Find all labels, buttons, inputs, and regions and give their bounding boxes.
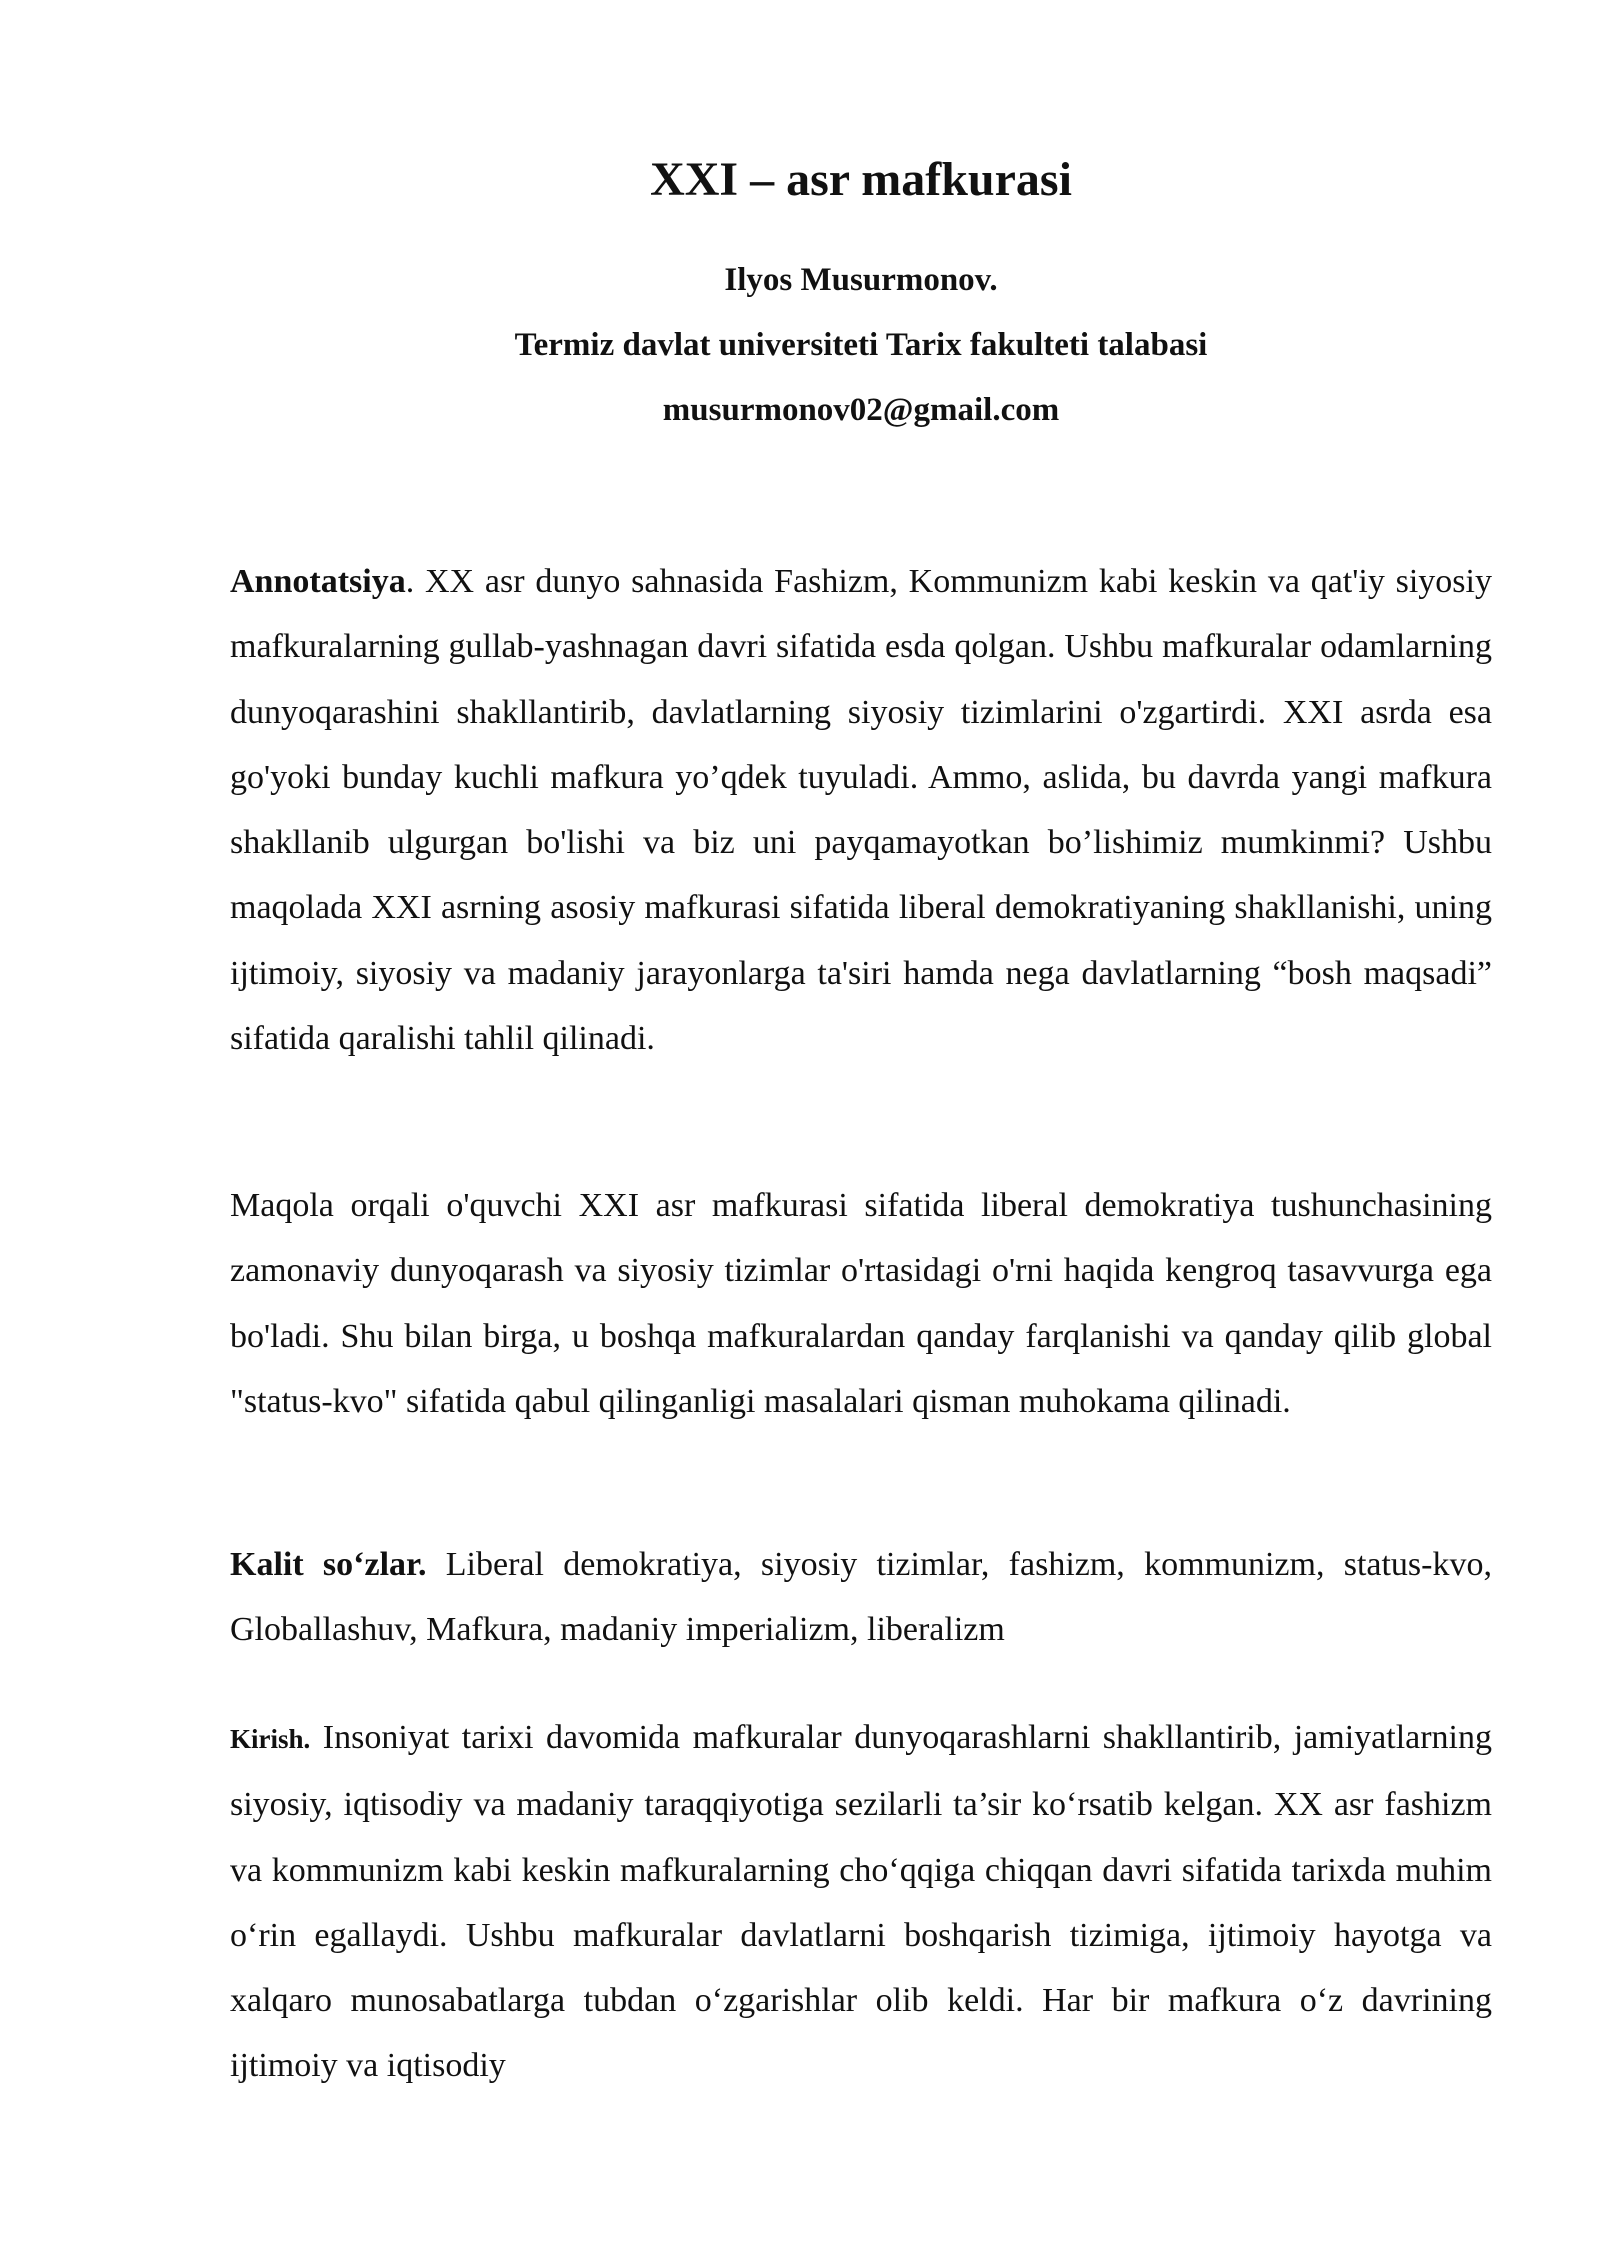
keywords-paragraph [230, 1532, 1492, 1663]
summary-paragraph: Maqola orqali o'quvchi XXI asr mafkurasi sifatida liberal demokratiya tushunchasining zamonaviy dunyoqarash va siyosiy tizimlar o'rtasidagi o'rni haqida kengroq tasavvurga ega bo'ladi. Shu bilan birga, u boshqa mafkuralardan qanday farqlanishi va qanday qilib global "status-kvo" sifatida qabul qilinganligi masalalari qisman muhokama qilinadi. [230, 1187, 1492, 1420]
introduction-paragraph [230, 1705, 1492, 2099]
introduction-text: Insoniyat tarixi davomida mafkuralar dunyoqarashlarni shakllantirib, jamiyatlarning siyosiy, iqtisodiy va madaniy taraqqiyotiga sezilarli ta’sir ko‘rsatib kelgan. XX asr fashizm va kommunizm kabi keskin mafkuralarning cho‘qqiga chiqqan davri sifatida tarixda muhim o‘rin egallaydi. Ushbu mafkuralar davlatlarni boshqarish tizimiga, ijtimoiy hayotga va xalqaro munosabatlarga tubdan o‘zgarishlar olib keldi. Har bir mafkura o‘z davrining ijtimoiy va iqtisodiy [230, 1719, 1492, 2085]
author-name: Ilyos Musurmonov. [724, 262, 998, 298]
paper-title: XXI – asr mafkurasi [650, 153, 1072, 206]
keywords-label: Kalit so‘zlar. [230, 1546, 427, 1583]
annotation-paragraph [230, 549, 1492, 1071]
keywords-text: Liberal demokratiya, siyosiy tizimlar, fashizm, kommunizm, status-kvo, Globallashuv, Mafkura, madaniy imperializm, liberalizm [230, 1546, 1492, 1649]
author-email: musurmonov02@gmail.com [662, 392, 1060, 428]
annotation-text: . XX asr dunyo sahnasida Fashizm, Kommunizm kabi keskin va qat'iy siyosiy mafkuralarning gullab-yashnagan davri sifatida esda qolgan. Ushbu mafkuralar odamlarning dunyoqarashini shakllantirib, davlatlarning siyosiy tizimlarini o'zgartirdi. XXI asrda esa go'yoki bunday kuchli mafkura yo’qdek tuyuladi. Ammo, aslida, bu davrda yangi mafkura shakllanib ulgurgan bo'lishi va biz uni payqamayotkan bo’lishimiz mumkinmi? Ushbu maqolada XXI asrning asosiy mafkurasi sifatida liberal demokratiyaning shakllanishi, uning ijtimoiy, siyosiy va madaniy jarayonlarga ta'siri hamda nega davlatlarning “bosh maqsadi” sifatida qaralishi tahlil qilinadi. [230, 563, 1492, 1058]
author-block [230, 248, 1492, 443]
annotation-label: Annotatsiya [230, 563, 406, 600]
author-affiliation: Termiz davlat universiteti Tarix fakulteti talabasi [514, 327, 1208, 363]
introduction-label: Kirish. [230, 1724, 311, 1754]
